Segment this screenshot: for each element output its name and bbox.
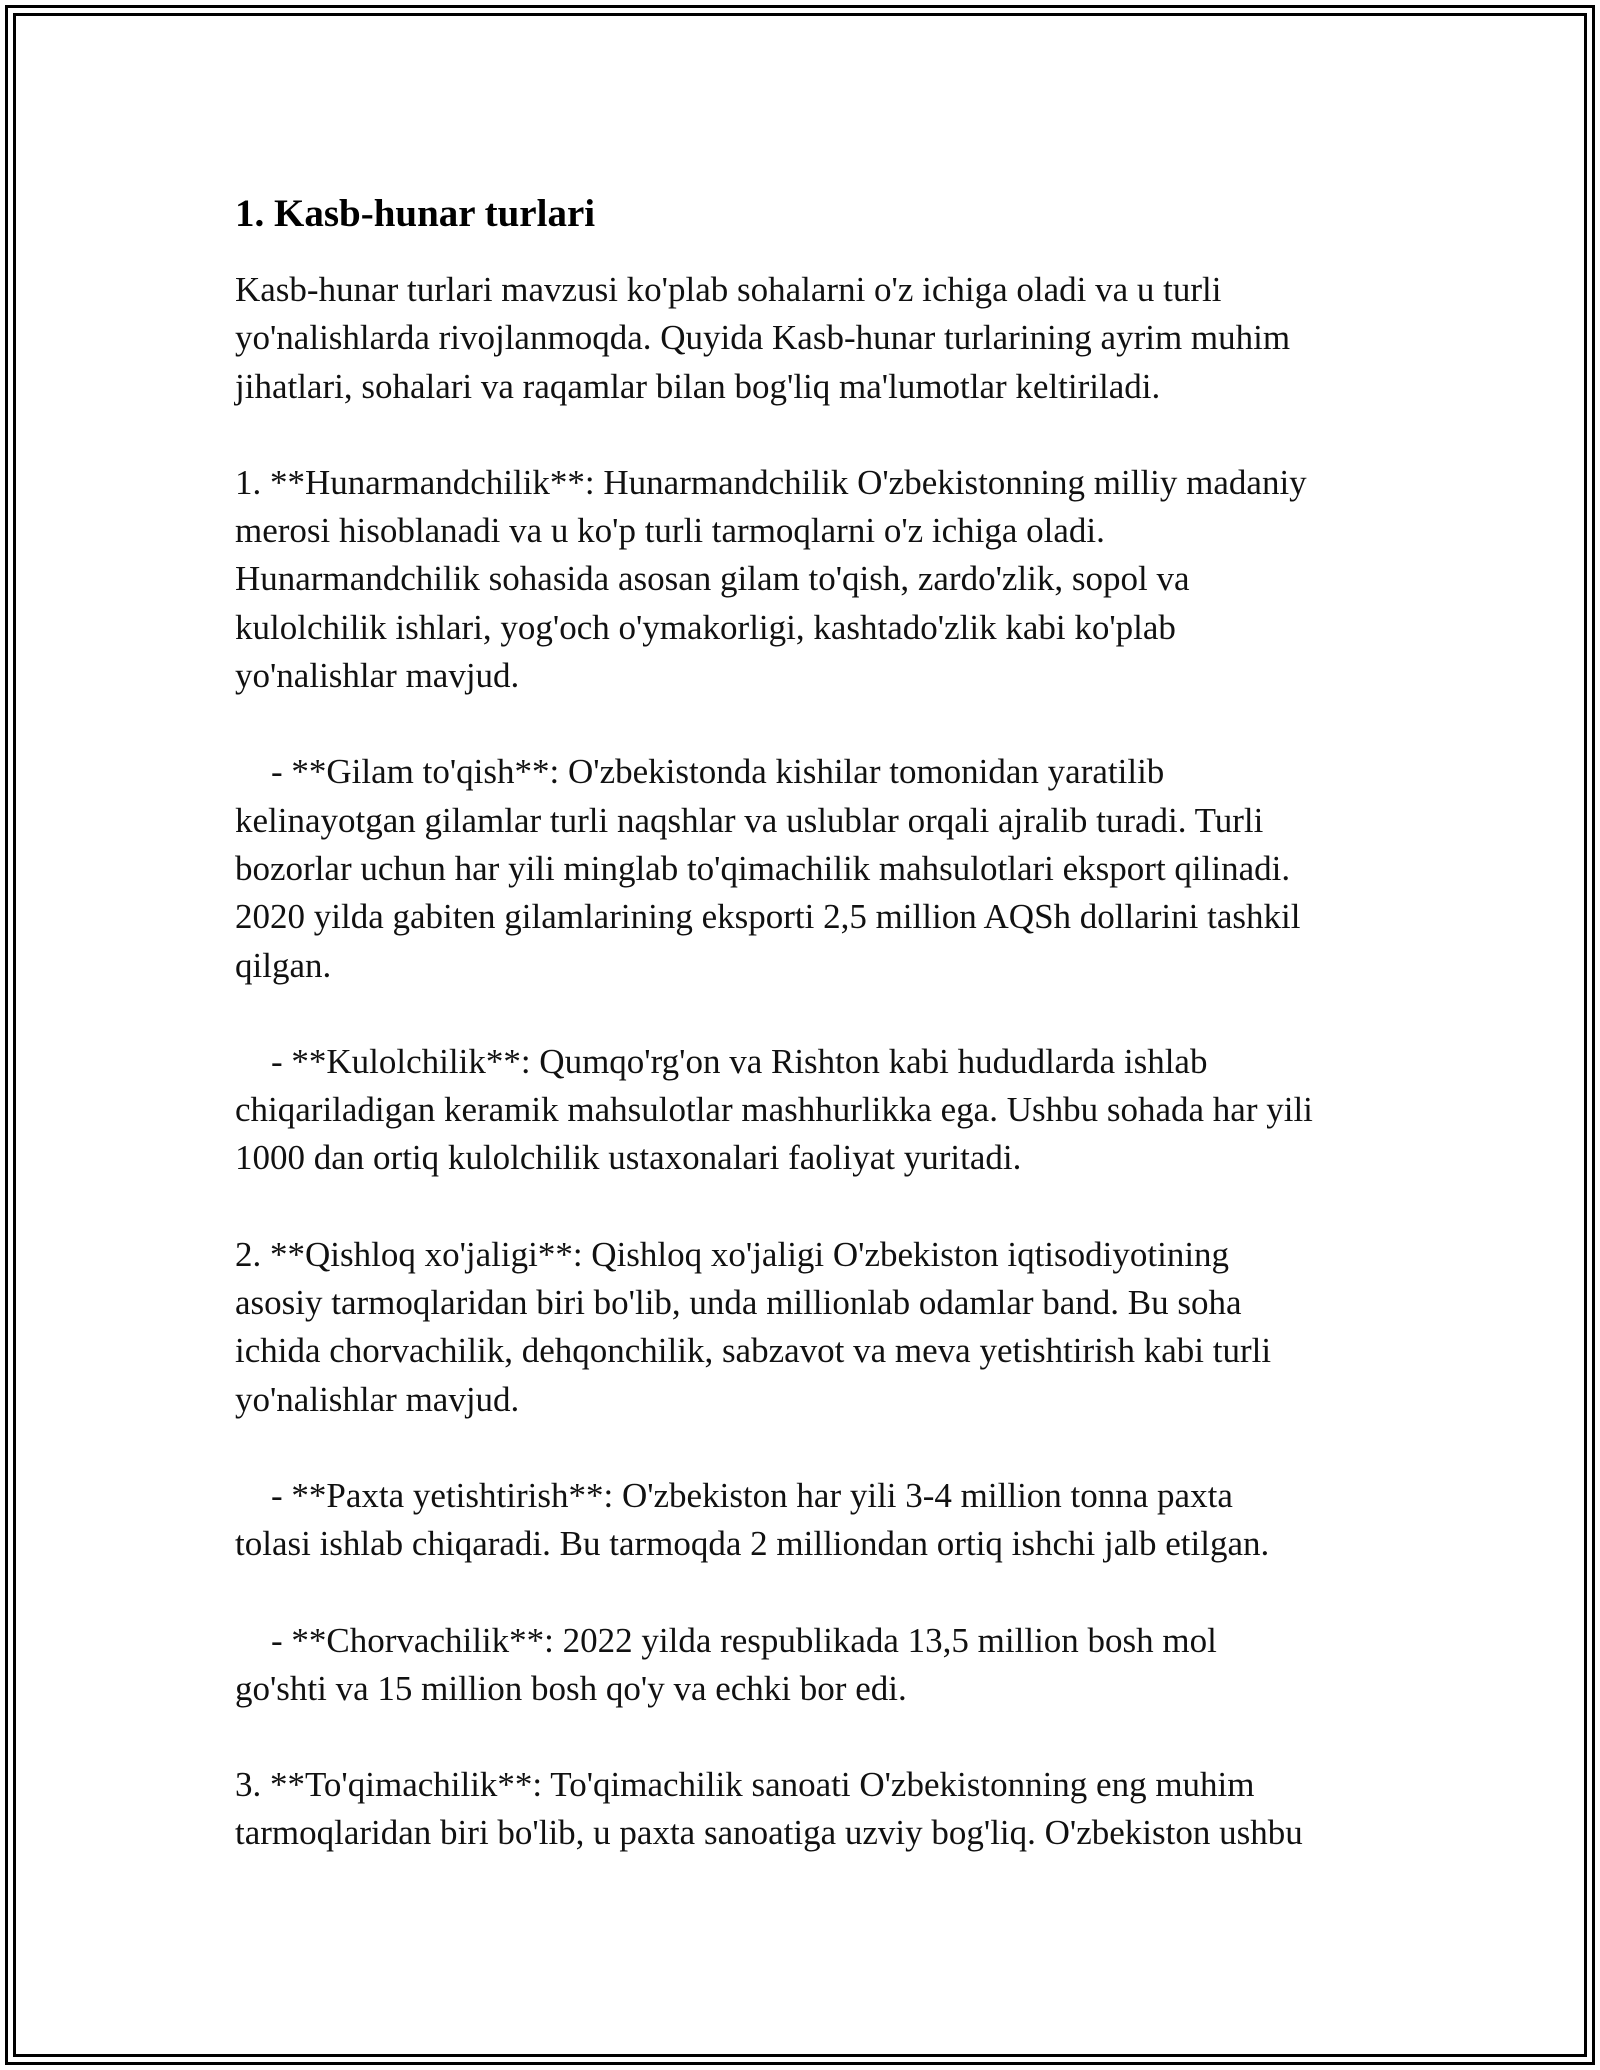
spacer [235, 1569, 1375, 1617]
spacer [235, 1424, 1375, 1472]
sub-item-gilam-toqish: - **Gilam to'qish**: O'zbekistonda kishilar tomonidan yaratilib kelinayotgan gilamlar turli naqshlar va uslublar orqali ajralib turadi. Turli bozorlar uchun har yili minglab to'qimachilik mahsulotlari eksport qilinadi. 2020 yilda gabiten gilamlarining eksporti 2,5 million AQSh dollarini tashkil qilgan. [235, 752, 1301, 985]
spacer [235, 240, 1375, 266]
document-body [235, 188, 1375, 1858]
spacer [235, 1183, 1375, 1231]
spacer [235, 990, 1375, 1038]
spacer [235, 700, 1375, 748]
list-item-hunarmandchilik: 1. **Hunarmandchilik**: Hunarmandchilik O'zbekistonning milliy madaniy merosi hisoblanadi va u ko'p turli tarmoqlarni o'z ichiga oladi. Hunarmandchilik sohasida asosan gilam to'qish, zardo'zlik, sopol va kulolchilik ishlari, yog'och o'ymakorligi, kashtado'zlik kabi ko'plab yo'nalishlar mavjud. [235, 462, 1307, 696]
list-item-qishloq-xojaligi: 2. **Qishloq xo'jaligi**: Qishloq xo'jaligi O'zbekiston iqtisodiyotining asosiy tarmoqlaridan biri bo'lib, unda millionlab odamlar band. Bu soha ichida chorvachilik, dehqonchilik, sabzavot va meva yetishtirish kabi turli yo'nalishlar mavjud. [235, 1234, 1272, 1419]
list-item-toqimachilik: 3. **To'qimachilik**: To'qimachilik sanoati O'zbekistonning eng muhim tarmoqlaridan biri bo'lib, u paxta sanoatiga uzviy bog'liq. O'zbekiston ushbu [235, 1765, 1303, 1853]
spacer [235, 411, 1375, 459]
sub-item-chorvachilik: - **Chorvachilik**: 2022 yilda respublikada 13,5 million bosh mol go'shti va 15 million bosh qo'y va echki bor edi. [235, 1620, 1217, 1708]
section-heading: 1. Kasb-hunar turlari [235, 192, 596, 235]
intro-paragraph: Kasb-hunar turlari mavzusi ko'plab sohalarni o'z ichiga oladi va u turli yo'nalishlarda rivojlanmoqda. Quyida Kasb-hunar turlarining ayrim muhim jihatlari, sohalari va raqamlar bilan bog'liq ma'lumotlar keltiriladi. [235, 270, 1291, 406]
sub-item-kulolchilik: - **Kulolchilik**: Qumqo'rg'on va Rishton kabi hududlarda ishlab chiqariladigan keramik mahsulotlar mashhurlikka ega. Ushbu sohada har yili 1000 dan ortiq kulolchilik ustaxonalari faoliyat yuritadi. [235, 1041, 1313, 1178]
sub-item-paxta-yetishtirish: - **Paxta yetishtirish**: O'zbekiston har yili 3-4 million tonna paxta tolasi ishlab chiqaradi. Bu tarmoqda 2 milliondan ortiq ishchi jalb etilgan. [235, 1475, 1270, 1564]
spacer [235, 1713, 1375, 1761]
